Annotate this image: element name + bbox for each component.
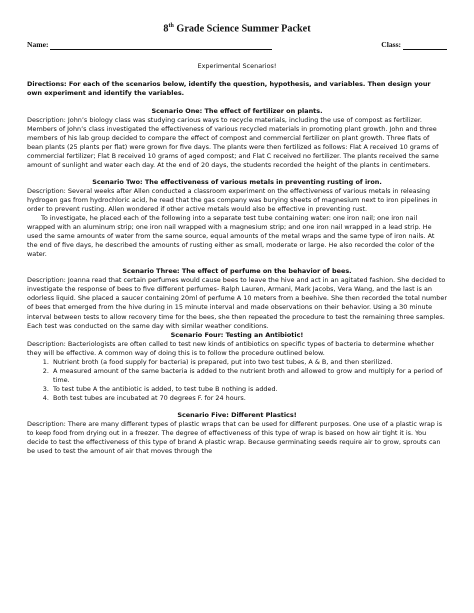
class-blank-line[interactable] — [403, 42, 447, 50]
scenario-four-steps — [27, 358, 447, 403]
scenario-five-title: Scenario Five: Different Plastics! — [177, 410, 297, 419]
scenario-two-procedure: To investigate, he placed each of the following into a separate test tube containing water: one iron nail; one iron nail wrapped with an aluminum strip; one iron nail wrapped with a magnesium strip; and one iron nail wrapped in a lead strip. He used the same amounts of water from the same source, equal amounts of the metal wraps and the same type of iron nails. At the end of five days, he described the amounts of rusting either as small, moderate or large. He also recorded the color of the water. — [27, 214, 435, 259]
procedure-step: 1. Nutrient broth (a food supply for bacteria) is prepared, put into two test tubes, A & B, and then sterilized. — [51, 358, 447, 367]
class-field[interactable] — [381, 40, 447, 50]
procedure-step: 4. Both test tubes are incubated at 70 degrees F. for 24 hours. — [51, 394, 447, 403]
name-field[interactable] — [27, 40, 272, 50]
document-page — [27, 20, 447, 456]
title-text: Grade Science Summer Packet — [173, 23, 311, 35]
scenario-four-description: Description: Bacteriologists are often called to test new kinds of antibiotics on specific types of bacteria to determine whether they will be effective. A common way of doing this is to follow the procedure outlined below. — [27, 339, 435, 357]
name-label: Name: — [27, 40, 49, 50]
scenario-two-title: Scenario Two: The effectiveness of various metals in preventing rusting of iron. — [92, 177, 382, 186]
title-grade-number: 8 — [163, 23, 169, 35]
scenario-four-title: Scenario Four: Testing an Antibiotic! — [170, 330, 304, 339]
scenario-one-title: Scenario One: The effect of fertilizer on plants. — [151, 106, 323, 115]
scenario-three-title: Scenario Three: The effect of perfume on the behavior of bees. — [122, 267, 352, 276]
title-ordinal-suffix: th — [168, 23, 174, 29]
scenario-three-description: Description: Joanna read that certain perfumes would cause bees to leave the hive and act in an agitated fashion. She decided to investigate the response of bees to five different perfumes- Ralph Lauren, Armani, Mark Jacobs, Vera Wang, and the last is an odorless liquid. She placed a saucer containing 20ml of perfume A 10 meters from a beehive. She then recorded the total number of bees that emerged from the hive during in 15 minute interval and made observations on their behavior. Using a 30 minute interval between tests to allow recovery time for the bees, she then repeated the procedure to test the remaining three samples. Each test was conducted on the same day with similar weather conditions. — [27, 276, 448, 330]
procedure-step: 3. To test tube A the antibiotic is added, to test tube B nothing is added. — [51, 385, 447, 394]
procedure-step: 2. A measured amount of the same bacteria is added to the nutrient broth and allowed to grow and multiply for a period of time. — [51, 367, 447, 385]
scenario-one-description: Description: John’s biology class was studying carious ways to recycle materials, including the use of compost as fertilizer. Members of John’s class investigated the effectiveness of various recycled materials in promoting plant growth. John and three members of his lab group decided to compare the effect of compost and commercial fertilizer on plant growth. Three flats of bean plants (25 plants per flat) were grown for five days. The plants were then fertilized as follows: Flat A received 10 grams of commercial fertilizer; Flat B received 10 grams of aged compost; and Flat C received no fertilizer. The plants received the same amount of sunlight and water each day. At the end of 20 days, the students recorded the height of the plants in centimeters. — [27, 115, 439, 169]
name-blank-line[interactable] — [50, 42, 272, 50]
scenario-five-description: Description: There are many different types of plastic wraps that can be used for different purposes. One use of a plastic wrap is to keep food from drying out in a freezer. The degree of effectiveness of this type of wrap is based on how air tight it is. You decide to test the effectiveness of this type of brand A plastic wrap. Because germinating seeds require air to grow, sprouts can be used to test the amount of air that moves through the — [27, 420, 443, 456]
scenario-two-description: Description: Several weeks after Allen conducted a classroom experiment on the effectiveness of various metals in releasing hydrogen gas from hydrochloric acid, he read that the gas company was burying sheets of magnesium next to iron pipelines in order to prevent rusting. Allen wondered if other active metals would also be effective in preventing rust. — [27, 186, 438, 213]
name-class-row — [27, 40, 447, 50]
class-label: Class: — [381, 40, 402, 50]
directions-text: Directions: For each of the scenarios below, identify the question, hypothesis, and variables. Then design your own experiment and identify the variables. — [27, 80, 431, 98]
page-title — [27, 20, 447, 35]
section-subtitle: Experimental Scenarios! — [197, 62, 277, 71]
